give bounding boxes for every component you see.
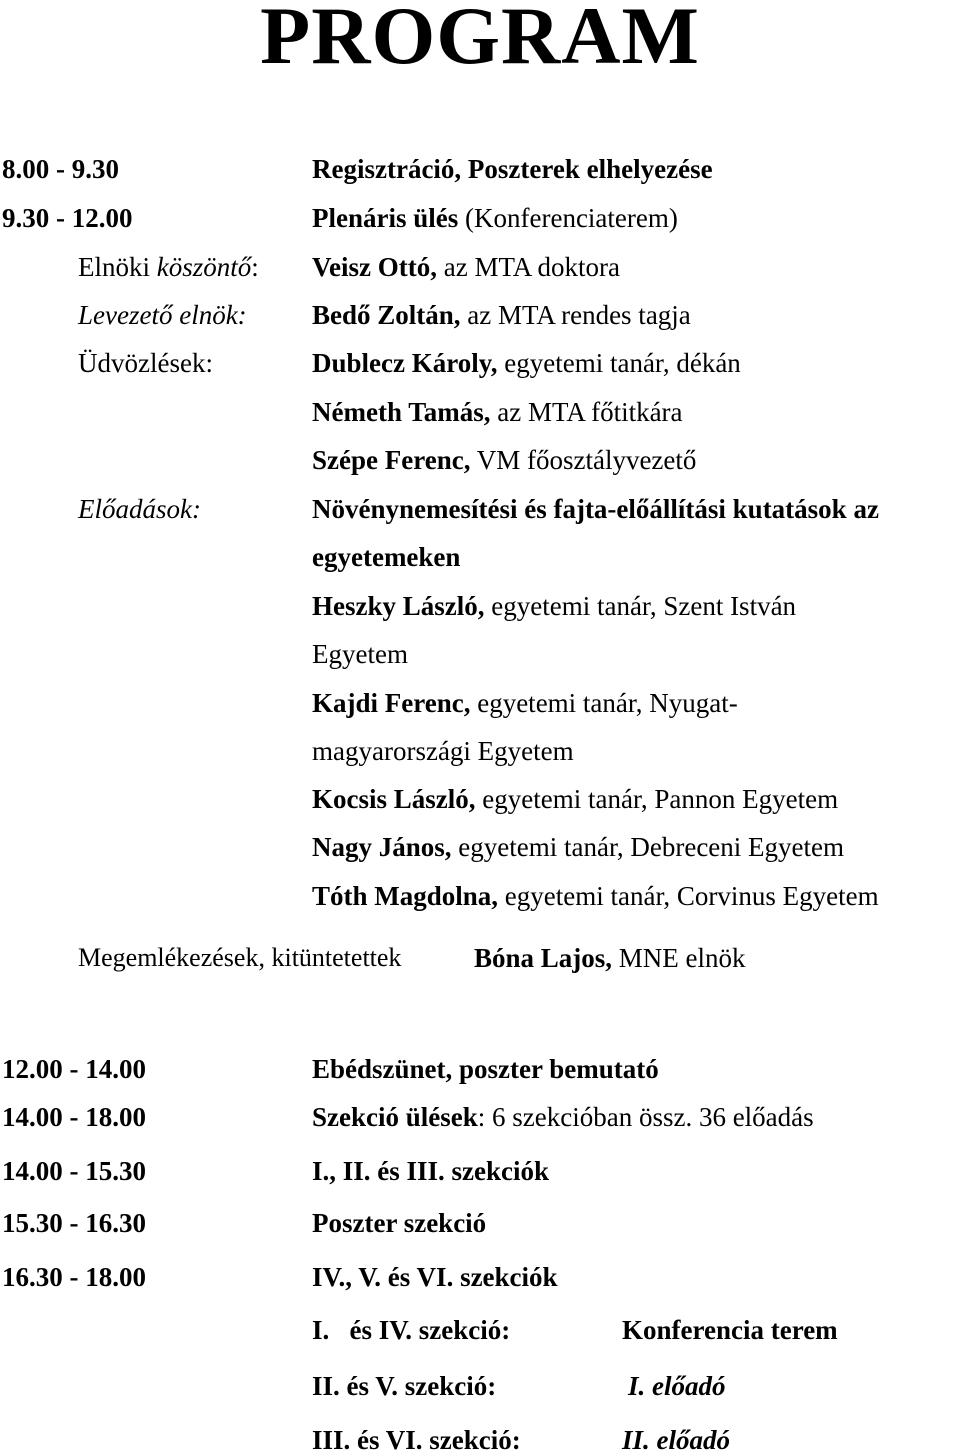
session-text: Poszter szekció — [312, 1208, 487, 1238]
lunch-text: Ebédszünet, poszter bemutató — [312, 1054, 659, 1084]
room-sections: III. és VI. szekció: — [312, 1425, 521, 1455]
page-title: PROGRAM — [260, 0, 700, 81]
sessions-line — [312, 1101, 814, 1133]
plenary-time: 9.30 - 12.00 — [2, 203, 133, 233]
host-label: Levezető elnök: — [78, 300, 247, 330]
session-time: 14.00 - 15.30 — [2, 1156, 146, 1186]
speaker-role-cont: Egyetem — [312, 639, 408, 669]
lunch-time: 12.00 - 14.00 — [2, 1054, 146, 1084]
chair-role: az MTA doktora — [436, 252, 621, 282]
talks-title: Növénynemesítési és fajta-előállítási kutatások az — [312, 494, 879, 524]
room-name: II. előadó — [622, 1425, 730, 1455]
welcome-item — [312, 396, 683, 428]
speaker-name: Kocsis László, — [312, 784, 476, 814]
sessions-title: Szekció ülések — [312, 1102, 478, 1132]
registration-text: Regisztráció, Poszterek elhelyezése — [312, 154, 713, 184]
speaker-name: Nagy János, — [312, 832, 452, 862]
speaker-role: egyetemi tanár, Corvinus Egyetem — [498, 881, 879, 911]
sessions-time: 14.00 - 18.00 — [2, 1102, 146, 1132]
welcome-label: Üdvözlések: — [78, 348, 213, 378]
host-name: Bedő Zoltán, — [312, 300, 461, 330]
sessions-detail: : 6 szekcióban össz. 36 előadás — [477, 1102, 814, 1132]
speaker-name: Heszky László, — [312, 591, 485, 621]
speaker-item — [312, 831, 844, 863]
chair-label — [78, 251, 259, 283]
memorial-label: Megemlékezések, kitüntetettek — [78, 943, 402, 972]
chair-label-plain: Elnöki — [78, 252, 157, 282]
session-text: IV., V. és VI. szekciók — [312, 1262, 558, 1292]
speaker-name: Kajdi Ferenc, — [312, 688, 471, 718]
speaker-item — [312, 783, 838, 815]
welcome-role: egyetemi tanár, dékán — [497, 348, 741, 378]
talks-title-cont: egyetemeken — [312, 542, 461, 572]
session-time: 16.30 - 18.00 — [2, 1262, 146, 1292]
room-name: I. előadó — [628, 1371, 726, 1401]
speaker-role: egyetemi tanár, Nyugat- — [470, 688, 738, 718]
speaker-item — [312, 687, 738, 719]
welcome-item — [312, 347, 741, 379]
memorial-role: MNE elnök — [612, 943, 746, 973]
talks-label: Előadások: — [78, 494, 201, 524]
welcome-name: Szépe Ferenc, — [312, 445, 471, 475]
speaker-role-cont: magyarországi Egyetem — [312, 736, 574, 766]
room-sections: I. és IV. szekció: — [312, 1315, 511, 1345]
room-sections: II. és V. szekció: — [312, 1371, 497, 1401]
speaker-item — [312, 590, 796, 622]
chair-label-colon: : — [251, 252, 259, 282]
welcome-name: Németh Tamás, — [312, 397, 491, 427]
plenary-room: (Konferenciaterem) — [458, 203, 678, 233]
memorial-line — [474, 942, 746, 974]
plenary-line — [312, 202, 678, 234]
speaker-role: egyetemi tanár, Pannon Egyetem — [475, 784, 839, 814]
chair-label-italic: köszöntő — [156, 252, 252, 282]
session-text: I., II. és III. szekciók — [312, 1156, 550, 1186]
speaker-role: egyetemi tanár, Debreceni Egyetem — [451, 832, 845, 862]
chair-name: Veisz Ottó, — [312, 252, 437, 282]
speaker-item — [312, 880, 879, 912]
speaker-role: egyetemi tanár, Szent István — [484, 591, 797, 621]
welcome-role: az MTA főtitkára — [490, 397, 683, 427]
session-time: 15.30 - 16.30 — [2, 1208, 146, 1238]
welcome-name: Dublecz Károly, — [312, 348, 498, 378]
welcome-item — [312, 444, 696, 476]
host-line — [312, 299, 691, 331]
room-name: Konferencia terem — [622, 1315, 838, 1345]
speaker-name: Tóth Magdolna, — [312, 881, 499, 911]
plenary-title: Plenáris ülés — [312, 203, 459, 233]
chair-line — [312, 251, 620, 283]
registration-time: 8.00 - 9.30 — [2, 154, 119, 184]
welcome-role: VM főosztályvezető — [470, 445, 697, 475]
host-role: az MTA rendes tagja — [460, 300, 691, 330]
memorial-name: Bóna Lajos, — [474, 943, 613, 973]
